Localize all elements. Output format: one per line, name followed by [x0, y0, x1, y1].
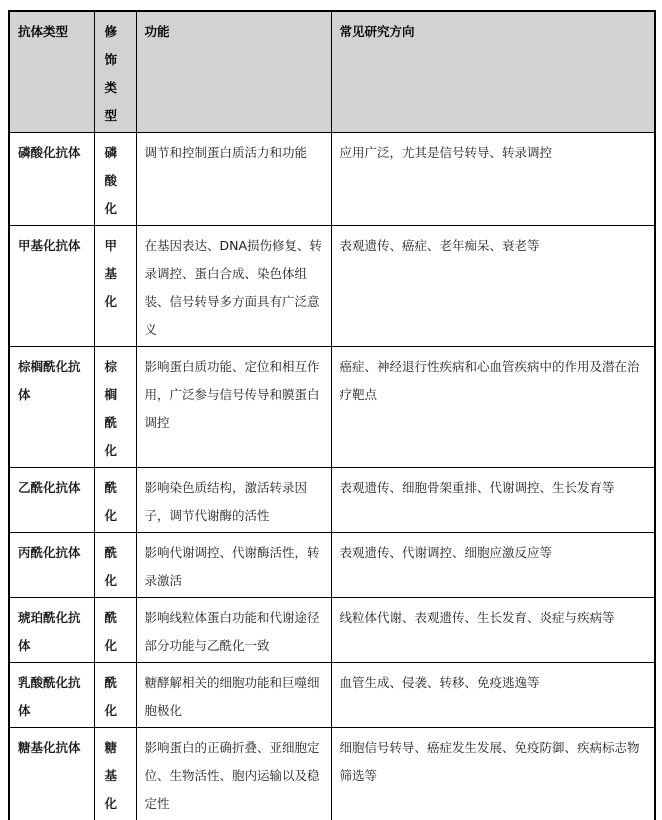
table-row [9, 728, 655, 820]
column-header-research-direction: 常见研究方向 [331, 11, 655, 133]
header-row [9, 11, 655, 133]
research-direction-cell: 细胞信号转导、癌症发生发展、免疫防御、疾病标志物筛选等 [331, 728, 655, 820]
function-cell: 影响染色质结构，激活转录因子，调节代谢酶的活性 [136, 468, 331, 533]
antibody-type-cell: 乳酸酰化抗体 [9, 663, 94, 728]
table-row [9, 663, 655, 728]
table-row [9, 533, 655, 598]
research-direction-cell: 表观遗传、细胞骨架重排、代谢调控、生长发育等 [331, 468, 655, 533]
modification-type-cell: 酰化 [94, 533, 136, 598]
function-cell: 影响蛋白质功能、定位和相互作用，广泛参与信号传导和膜蛋白调控 [136, 347, 331, 468]
modification-type-cell: 糖基化 [94, 728, 136, 820]
table-row [9, 226, 655, 347]
research-direction-cell: 表观遗传、代谢调控、细胞应激反应等 [331, 533, 655, 598]
antibody-type-cell: 糖基化抗体 [9, 728, 94, 820]
function-cell: 影响线粒体蛋白功能和代谢途径 部分功能与乙酰化一致 [136, 598, 331, 663]
column-header-antibody-type: 抗体类型 [9, 11, 94, 133]
research-direction-cell: 应用广泛，尤其是信号转导、转录调控 [331, 133, 655, 226]
modification-type-cell: 酰化 [94, 663, 136, 728]
function-cell: 影响代谢调控、代谢酶活性，转录激活 [136, 533, 331, 598]
table-row [9, 133, 655, 226]
table-row [9, 598, 655, 663]
modification-type-cell: 磷酸化 [94, 133, 136, 226]
column-header-function: 功能 [136, 11, 331, 133]
research-direction-cell: 血管生成、侵袭、转移、免疫逃逸等 [331, 663, 655, 728]
table-row [9, 347, 655, 468]
research-direction-cell: 癌症、神经退行性疾病和心血管疾病中的作用及潜在治疗靶点 [331, 347, 655, 468]
function-cell: 在基因表达、DNA损伤修复、转录调控、蛋白合成、染色体组装、信号转导多方面具有广泛意义 [136, 226, 331, 347]
antibody-type-cell: 磷酸化抗体 [9, 133, 94, 226]
column-header-modification-type: 修饰类型 [94, 11, 136, 133]
antibody-type-cell: 丙酰化抗体 [9, 533, 94, 598]
function-cell: 调节和控制蛋白质活力和功能 [136, 133, 331, 226]
modification-type-cell: 酰化 [94, 468, 136, 533]
antibody-type-cell: 乙酰化抗体 [9, 468, 94, 533]
table-row [9, 468, 655, 533]
modification-type-cell: 棕榈酰化 [94, 347, 136, 468]
function-cell: 糖酵解相关的细胞功能和巨噬细胞极化 [136, 663, 331, 728]
antibody-type-cell: 甲基化抗体 [9, 226, 94, 347]
function-cell: 影响蛋白的正确折叠、亚细胞定位、生物活性、胞内运输以及稳定性 [136, 728, 331, 820]
modification-type-cell: 酰化 [94, 598, 136, 663]
antibody-type-cell: 琥珀酰化抗体 [9, 598, 94, 663]
modification-type-cell: 甲基化 [94, 226, 136, 347]
research-direction-cell: 线粒体代谢、表观遗传、生长发育、炎症与疾病等 [331, 598, 655, 663]
antibody-type-cell: 棕榈酰化抗体 [9, 347, 94, 468]
research-direction-cell: 表观遗传、癌症、老年痴呆、衰老等 [331, 226, 655, 347]
antibody-modification-table [8, 10, 656, 820]
